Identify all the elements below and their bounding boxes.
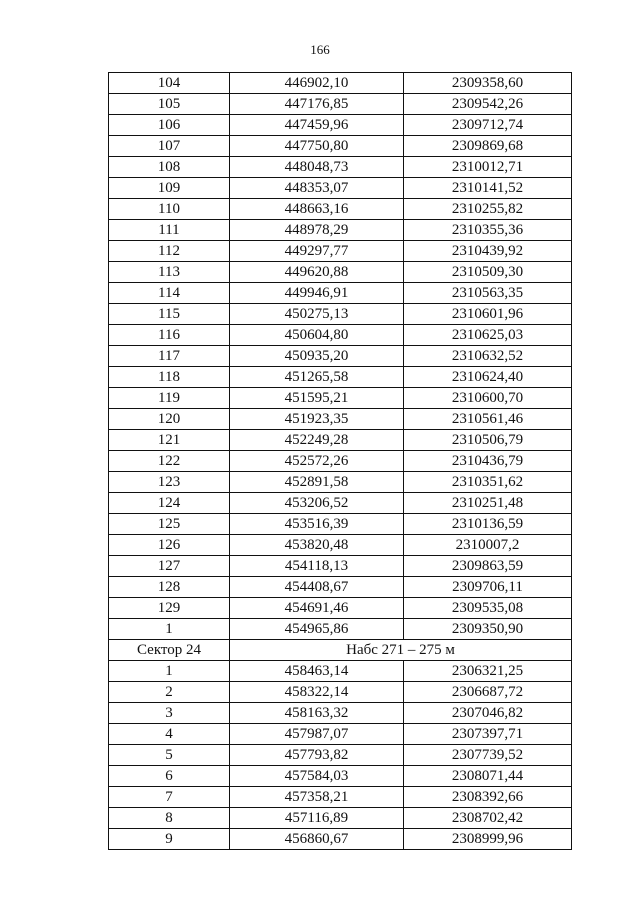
point-number-cell: 9 (109, 829, 230, 850)
x-coordinate-cell: 457793,82 (230, 745, 404, 766)
point-number-cell: 104 (109, 73, 230, 94)
point-number-cell: 2 (109, 682, 230, 703)
y-coordinate-cell: 2309358,60 (404, 73, 572, 94)
table-row (109, 724, 572, 745)
point-number-cell: 127 (109, 556, 230, 577)
table-row (109, 430, 572, 451)
x-coordinate-cell: 452891,58 (230, 472, 404, 493)
y-coordinate-cell: 2309869,68 (404, 136, 572, 157)
table-row (109, 829, 572, 850)
point-number-cell: 125 (109, 514, 230, 535)
table-row (109, 388, 572, 409)
y-coordinate-cell: 2308392,66 (404, 787, 572, 808)
table-row (109, 766, 572, 787)
table-row (109, 115, 572, 136)
point-number-cell: 109 (109, 178, 230, 199)
point-number-cell: 120 (109, 409, 230, 430)
x-coordinate-cell: 451265,58 (230, 367, 404, 388)
table-row (109, 73, 572, 94)
table-row (109, 745, 572, 766)
sector-height-info: Набс 271 – 275 м (230, 640, 572, 661)
point-number-cell: 114 (109, 283, 230, 304)
y-coordinate-cell: 2308702,42 (404, 808, 572, 829)
y-coordinate-cell: 2307397,71 (404, 724, 572, 745)
x-coordinate-cell: 457987,07 (230, 724, 404, 745)
point-number-cell: 121 (109, 430, 230, 451)
x-coordinate-cell: 450275,13 (230, 304, 404, 325)
y-coordinate-cell: 2310141,52 (404, 178, 572, 199)
y-coordinate-cell: 2306687,72 (404, 682, 572, 703)
sector-label: Сектор 24 (109, 640, 230, 661)
x-coordinate-cell: 453516,39 (230, 514, 404, 535)
y-coordinate-cell: 2310509,30 (404, 262, 572, 283)
y-coordinate-cell: 2310436,79 (404, 451, 572, 472)
x-coordinate-cell: 448048,73 (230, 157, 404, 178)
table-row (109, 409, 572, 430)
y-coordinate-cell: 2309350,90 (404, 619, 572, 640)
x-coordinate-cell: 457116,89 (230, 808, 404, 829)
x-coordinate-cell: 447750,80 (230, 136, 404, 157)
y-coordinate-cell: 2310632,52 (404, 346, 572, 367)
point-number-cell: 126 (109, 535, 230, 556)
table-row (109, 325, 572, 346)
x-coordinate-cell: 453206,52 (230, 493, 404, 514)
point-number-cell: 106 (109, 115, 230, 136)
x-coordinate-cell: 450935,20 (230, 346, 404, 367)
table-row (109, 556, 572, 577)
point-number-cell: 1 (109, 619, 230, 640)
x-coordinate-cell: 449946,91 (230, 283, 404, 304)
y-coordinate-cell: 2308999,96 (404, 829, 572, 850)
x-coordinate-cell: 457358,21 (230, 787, 404, 808)
point-number-cell: 112 (109, 241, 230, 262)
x-coordinate-cell: 454408,67 (230, 577, 404, 598)
table-row (109, 535, 572, 556)
table-row (109, 283, 572, 304)
y-coordinate-cell: 2310506,79 (404, 430, 572, 451)
x-coordinate-cell: 453820,48 (230, 535, 404, 556)
table-row (109, 304, 572, 325)
point-number-cell: 3 (109, 703, 230, 724)
x-coordinate-cell: 452249,28 (230, 430, 404, 451)
table-row (109, 346, 572, 367)
table-row (109, 661, 572, 682)
point-number-cell: 123 (109, 472, 230, 493)
y-coordinate-cell: 2310601,96 (404, 304, 572, 325)
y-coordinate-cell: 2309542,26 (404, 94, 572, 115)
point-number-cell: 111 (109, 220, 230, 241)
table-row (109, 577, 572, 598)
x-coordinate-cell: 450604,80 (230, 325, 404, 346)
point-number-cell: 1 (109, 661, 230, 682)
y-coordinate-cell: 2310012,71 (404, 157, 572, 178)
table-row (109, 451, 572, 472)
table-row (109, 367, 572, 388)
y-coordinate-cell: 2309712,74 (404, 115, 572, 136)
sector-header-row (109, 640, 572, 661)
x-coordinate-cell: 457584,03 (230, 766, 404, 787)
y-coordinate-cell: 2310255,82 (404, 199, 572, 220)
point-number-cell: 107 (109, 136, 230, 157)
point-number-cell: 119 (109, 388, 230, 409)
y-coordinate-cell: 2310007,2 (404, 535, 572, 556)
y-coordinate-cell: 2309535,08 (404, 598, 572, 619)
x-coordinate-cell: 448978,29 (230, 220, 404, 241)
x-coordinate-cell: 458163,32 (230, 703, 404, 724)
table-row (109, 262, 572, 283)
y-coordinate-cell: 2310251,48 (404, 493, 572, 514)
table-row (109, 241, 572, 262)
point-number-cell: 7 (109, 787, 230, 808)
point-number-cell: 128 (109, 577, 230, 598)
table-row (109, 178, 572, 199)
x-coordinate-cell: 447459,96 (230, 115, 404, 136)
point-number-cell: 124 (109, 493, 230, 514)
table-row (109, 703, 572, 724)
table-row (109, 157, 572, 178)
x-coordinate-cell: 449620,88 (230, 262, 404, 283)
table-row (109, 514, 572, 535)
table-row (109, 682, 572, 703)
y-coordinate-cell: 2310600,70 (404, 388, 572, 409)
y-coordinate-cell: 2307739,52 (404, 745, 572, 766)
point-number-cell: 115 (109, 304, 230, 325)
x-coordinate-cell: 456860,67 (230, 829, 404, 850)
x-coordinate-cell: 458322,14 (230, 682, 404, 703)
point-number-cell: 113 (109, 262, 230, 283)
point-number-cell: 5 (109, 745, 230, 766)
table-row (109, 136, 572, 157)
y-coordinate-cell: 2309863,59 (404, 556, 572, 577)
x-coordinate-cell: 451923,35 (230, 409, 404, 430)
point-number-cell: 129 (109, 598, 230, 619)
point-number-cell: 116 (109, 325, 230, 346)
x-coordinate-cell: 454691,46 (230, 598, 404, 619)
x-coordinate-cell: 454118,13 (230, 556, 404, 577)
coordinates-table-body (109, 73, 572, 850)
y-coordinate-cell: 2310351,62 (404, 472, 572, 493)
x-coordinate-cell: 458463,14 (230, 661, 404, 682)
table-row (109, 493, 572, 514)
y-coordinate-cell: 2307046,82 (404, 703, 572, 724)
table-row (109, 598, 572, 619)
page-number: 166 (310, 42, 330, 57)
table-row (109, 808, 572, 829)
x-coordinate-cell: 454965,86 (230, 619, 404, 640)
point-number-cell: 122 (109, 451, 230, 472)
point-number-cell: 4 (109, 724, 230, 745)
x-coordinate-cell: 452572,26 (230, 451, 404, 472)
x-coordinate-cell: 448353,07 (230, 178, 404, 199)
x-coordinate-cell: 446902,10 (230, 73, 404, 94)
y-coordinate-cell: 2310625,03 (404, 325, 572, 346)
y-coordinate-cell: 2308071,44 (404, 766, 572, 787)
y-coordinate-cell: 2310561,46 (404, 409, 572, 430)
table-row (109, 472, 572, 493)
point-number-cell: 117 (109, 346, 230, 367)
x-coordinate-cell: 449297,77 (230, 241, 404, 262)
table-row (109, 199, 572, 220)
point-number-cell: 6 (109, 766, 230, 787)
point-number-cell: 108 (109, 157, 230, 178)
y-coordinate-cell: 2309706,11 (404, 577, 572, 598)
y-coordinate-cell: 2306321,25 (404, 661, 572, 682)
point-number-cell: 110 (109, 199, 230, 220)
x-coordinate-cell: 451595,21 (230, 388, 404, 409)
y-coordinate-cell: 2310439,92 (404, 241, 572, 262)
x-coordinate-cell: 448663,16 (230, 199, 404, 220)
point-number-cell: 118 (109, 367, 230, 388)
y-coordinate-cell: 2310624,40 (404, 367, 572, 388)
table-row (109, 619, 572, 640)
table-row (109, 787, 572, 808)
y-coordinate-cell: 2310355,36 (404, 220, 572, 241)
y-coordinate-cell: 2310136,59 (404, 514, 572, 535)
point-number-cell: 105 (109, 94, 230, 115)
point-number-cell: 8 (109, 808, 230, 829)
table-row (109, 94, 572, 115)
x-coordinate-cell: 447176,85 (230, 94, 404, 115)
table-row (109, 220, 572, 241)
coordinates-table (108, 72, 572, 850)
y-coordinate-cell: 2310563,35 (404, 283, 572, 304)
